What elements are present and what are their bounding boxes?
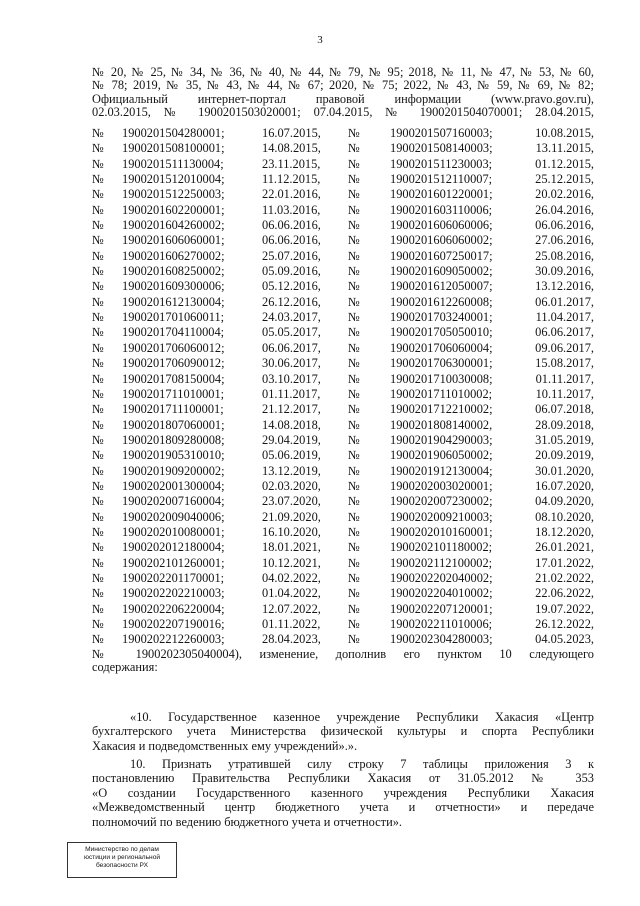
publication-date: 09.06.2017, <box>535 340 594 355</box>
publication-date: 05.05.2017, <box>262 325 321 340</box>
publication-date: 13.11.2015, <box>535 141 594 156</box>
registration-number: 1900201704110004; <box>122 325 225 340</box>
registration-number: 1900201511130004; <box>122 156 224 171</box>
registration-number: 1900202112100002; <box>390 555 493 570</box>
publication-date: 21.09.2020, <box>262 509 321 524</box>
publication-date: 19.07.2022, <box>535 601 594 616</box>
number-sign: № <box>348 141 360 156</box>
publication-date: 02.03.2020, <box>262 478 321 493</box>
number-sign: № <box>348 294 360 309</box>
publication-date: 25.12.2015, <box>535 172 594 187</box>
number-sign: № <box>92 432 104 447</box>
number-sign: № <box>348 463 360 478</box>
number-sign: № <box>348 555 360 570</box>
publication-date: 30.09.2016, <box>535 264 594 279</box>
publication-row <box>92 510 594 525</box>
publication-row <box>92 187 594 202</box>
registration-number: 1900201909200002; <box>122 463 225 478</box>
registration-number: 1900202201170001; <box>122 570 225 585</box>
registration-number: 1900201807060001; <box>122 417 225 432</box>
publication-row <box>92 233 594 248</box>
number-sign: № <box>92 141 104 156</box>
registration-number: 1900202003020001; <box>390 478 493 493</box>
registration-number: 1900201711010001; <box>122 386 225 401</box>
number-sign: № <box>348 448 360 463</box>
publication-date: 01.12.2015, <box>535 156 594 171</box>
publication-row <box>92 464 594 479</box>
number-sign: № <box>92 248 104 263</box>
registration-number: 1900201905310010; <box>122 448 225 463</box>
registration-number: 1900201606060001; <box>122 233 225 248</box>
number-sign: № <box>348 325 360 340</box>
publication-date: 13.12.2016, <box>535 279 594 294</box>
number-sign: № <box>348 402 360 417</box>
number-sign: № <box>348 632 360 647</box>
publication-date: 04.05.2023, <box>535 632 594 647</box>
number-sign: № <box>348 524 360 539</box>
publication-row <box>92 264 594 279</box>
registration-number: 1900201711100001; <box>122 402 224 417</box>
registration-number: 1900202304280003; <box>390 632 493 647</box>
registration-number: 1900202211010006; <box>390 617 493 631</box>
publication-date: 14.08.2015, <box>262 141 321 156</box>
publication-date: 27.06.2016, <box>535 233 594 248</box>
publication-date: 01.11.2017, <box>535 371 594 386</box>
publication-date: 15.08.2017, <box>535 356 594 371</box>
publication-date: 01.11.2017, <box>262 386 321 401</box>
number-sign: № <box>348 310 360 325</box>
publication-date: 01.04.2022, <box>262 586 321 601</box>
publication-row <box>92 448 594 463</box>
number-sign: № <box>92 356 104 371</box>
publication-row <box>92 525 594 540</box>
publication-date: 16.10.2020, <box>262 524 321 539</box>
publication-date: 14.08.2018, <box>262 417 321 432</box>
number-sign: № <box>348 509 360 524</box>
number-sign: № <box>92 555 104 570</box>
registration-number: 1900202207120001; <box>390 601 493 616</box>
publication-date: 26.04.2016, <box>535 202 594 217</box>
publication-row <box>92 617 594 632</box>
registration-number: 1900201607250017; <box>390 248 493 263</box>
number-sign: № <box>92 478 104 493</box>
publication-row <box>92 632 594 647</box>
number-sign: № <box>348 617 360 631</box>
registration-number: 1900201512250003; <box>122 187 225 202</box>
registration-number: 1900202007160004; <box>122 494 225 509</box>
publication-date: 12.07.2022, <box>262 601 321 616</box>
publication-row <box>92 387 594 402</box>
number-sign: № <box>348 156 360 171</box>
number-sign: № <box>348 279 360 294</box>
closing-paragraph <box>92 648 594 675</box>
publication-date: 20.02.2016, <box>535 187 594 202</box>
registration-number: 1900201606060002; <box>390 233 493 248</box>
registration-number: 1900201612260008; <box>390 294 493 309</box>
registration-number: 1900201508140003; <box>390 141 493 156</box>
publication-date: 20.09.2019, <box>535 448 594 463</box>
publication-row <box>92 540 594 555</box>
publication-date: 10.11.2017, <box>535 386 594 401</box>
item-10-paragraph <box>92 757 594 829</box>
page-number: 3 <box>317 34 323 46</box>
number-sign: № <box>92 279 104 294</box>
publication-row <box>92 126 594 141</box>
number-sign: № <box>92 202 104 217</box>
number-sign: № <box>92 310 104 325</box>
publication-date: 10.08.2015, <box>535 126 594 140</box>
publication-row <box>92 325 594 340</box>
publication-date: 23.07.2020, <box>262 494 321 509</box>
publication-row <box>92 479 594 494</box>
registration-number: 1900201504280001; <box>122 126 225 140</box>
registration-number: 1900202204010002; <box>390 586 493 601</box>
number-sign: № <box>92 570 104 585</box>
registration-number: 1900202010080001; <box>122 524 225 539</box>
publication-row <box>92 249 594 264</box>
publication-date: 16.07.2015, <box>262 126 321 140</box>
number-sign: № <box>92 218 104 233</box>
publication-row <box>92 602 594 617</box>
publication-row <box>92 494 594 509</box>
publication-date: 22.06.2022, <box>535 586 594 601</box>
number-sign: № <box>92 233 104 248</box>
number-sign: № <box>348 264 360 279</box>
intro-line: № 78; 2019, № 35, № 43, № 44, № 67; 2020, № 75; 2022, № 43, № 59, № 69, № 82; <box>92 78 594 93</box>
number-sign: № <box>92 340 104 355</box>
number-sign: № <box>348 218 360 233</box>
publication-date: 05.06.2019, <box>262 448 321 463</box>
publication-date: 04.09.2020, <box>535 494 594 509</box>
registration-number: 1900201701060011; <box>122 310 225 325</box>
number-sign: № <box>92 417 104 432</box>
registration-number: 1900201906050002; <box>390 448 493 463</box>
number-sign: № <box>92 172 104 187</box>
number-sign: № <box>92 448 104 463</box>
number-sign: № <box>92 386 104 401</box>
intro-line: № 20, № 25, № 34, № 36, № 40, № 44, № 79, № 95; 2018, № 11, № 47, № 53, № 60, <box>92 65 594 79</box>
publication-date: 30.01.2020, <box>535 463 594 478</box>
number-sign: № <box>348 233 360 248</box>
number-sign: № <box>348 417 360 432</box>
publication-date: 08.10.2020, <box>535 509 594 524</box>
number-sign: № <box>92 617 104 631</box>
number-sign: № <box>92 325 104 340</box>
registration-number: 1900201710030008; <box>390 371 493 386</box>
number-sign: № <box>92 371 104 386</box>
publication-date: 06.01.2017, <box>535 294 594 309</box>
number-sign: № <box>92 402 104 417</box>
registration-number: 1900202007230002; <box>390 494 493 509</box>
registration-number: 1900202212260003; <box>122 632 225 647</box>
registration-number: 1900202101260001; <box>122 555 225 570</box>
publication-row <box>92 310 594 325</box>
number-sign: № <box>92 294 104 309</box>
publication-date: 01.11.2022, <box>262 617 321 631</box>
number-sign: № <box>348 172 360 187</box>
publication-date: 18.12.2020, <box>535 524 594 539</box>
quote-line: бухгалтерского учета Министерства физической культуры и спорта Республики <box>92 724 594 739</box>
publication-row <box>92 586 594 601</box>
publication-date: 30.06.2017, <box>262 356 321 371</box>
registration-number: 1900201706300001; <box>390 356 493 371</box>
publication-date: 05.09.2016, <box>262 264 321 279</box>
registration-number: 1900201706060004; <box>390 340 493 355</box>
number-sign: № <box>348 356 360 371</box>
publication-row <box>92 372 594 387</box>
number-sign: № <box>348 586 360 601</box>
publication-date: 17.01.2022, <box>535 555 594 570</box>
number-sign: № <box>92 494 104 509</box>
number-sign: № <box>348 340 360 355</box>
number-sign: № <box>92 524 104 539</box>
publication-date: 03.10.2017, <box>262 371 321 386</box>
publication-row <box>92 418 594 433</box>
registration-number: 1900201912130004; <box>390 463 493 478</box>
registration-number: 1900201711010002; <box>390 386 493 401</box>
stamp-line: безопасности РХ <box>95 862 148 869</box>
number-sign: № <box>348 386 360 401</box>
number-sign: № <box>348 570 360 585</box>
number-sign: № <box>348 432 360 447</box>
publication-list <box>92 126 594 648</box>
publication-row <box>92 571 594 586</box>
registration-number: 1900201606060006; <box>390 218 493 233</box>
intro-paragraph <box>92 66 594 120</box>
publication-date: 26.01.2021, <box>535 540 594 555</box>
registration-number: 1900201512010004; <box>122 172 225 187</box>
registration-number: 1900201603110006; <box>390 202 493 217</box>
publication-date: 11.04.2017, <box>535 310 594 325</box>
registration-number: 1900201609300006; <box>122 279 225 294</box>
registration-stamp <box>67 842 177 878</box>
number-sign: № <box>348 371 360 386</box>
number-sign: № <box>92 187 104 202</box>
registration-number: 1900201708150004; <box>122 371 225 386</box>
item-10-line: постановлению Правительства Республики Хакасия от 31.05.2012 № 353 <box>92 771 594 786</box>
publication-row <box>92 157 594 172</box>
number-sign: № <box>348 478 360 493</box>
number-sign: № <box>92 264 104 279</box>
registration-number: 1900201602200001; <box>122 202 225 217</box>
publication-row <box>92 218 594 233</box>
intro-line: 02.03.2015, № 1900201503020001; 07.04.2015, № 1900201504070001; 28.04.2015, <box>92 105 594 120</box>
publication-date: 11.03.2016, <box>262 202 321 217</box>
number-sign: № <box>92 126 104 140</box>
registration-number: 1900201612050007; <box>390 279 493 294</box>
registration-number: 1900201712210002; <box>390 402 493 417</box>
publication-row <box>92 141 594 156</box>
item-10-line: 10. Признать утратившей силу строку 7 таблицы приложения 3 к <box>130 757 594 771</box>
registration-number: 1900201808140002, <box>390 417 493 432</box>
registration-number: 1900202009210003; <box>390 509 493 524</box>
registration-number: 1900201706060012; <box>122 340 225 355</box>
quoted-paragraph <box>92 710 594 753</box>
publication-row <box>92 356 594 371</box>
registration-number: 1900201604260002; <box>122 218 225 233</box>
publication-date: 06.06.2017, <box>535 325 594 340</box>
publication-row <box>92 203 594 218</box>
registration-number: 1900202207190016; <box>122 617 225 631</box>
closing-line: содержания: <box>92 660 158 675</box>
publication-date: 06.06.2016, <box>262 233 321 248</box>
publication-date: 13.12.2019, <box>262 463 321 478</box>
publication-date: 18.01.2021, <box>262 540 321 555</box>
registration-number: 1900201705050010; <box>390 325 493 340</box>
publication-date: 11.12.2015, <box>262 172 321 187</box>
publication-date: 24.03.2017, <box>262 310 321 325</box>
publication-date: 23.11.2015, <box>262 156 321 171</box>
publication-date: 16.07.2020, <box>535 478 594 493</box>
publication-row <box>92 402 594 417</box>
quote-line: Хакасия и подведомственных ему учреждений».». <box>92 738 358 753</box>
publication-date: 25.07.2016, <box>262 248 321 263</box>
number-sign: № <box>92 601 104 616</box>
item-10-line: «Межведомственный центр бюджетного учета и отчетности» и передаче <box>92 800 594 815</box>
publication-row <box>92 279 594 294</box>
number-sign: № <box>348 126 360 140</box>
item-10-line: «О создании Государственного казенного учреждения Республики Хакасия <box>92 785 594 800</box>
registration-number: 1900202206220004; <box>122 601 225 616</box>
publication-date: 29.04.2019, <box>262 432 321 447</box>
publication-date: 06.06.2016, <box>262 218 321 233</box>
publication-row <box>92 433 594 448</box>
number-sign: № <box>92 586 104 601</box>
publication-date: 10.12.2021, <box>262 555 321 570</box>
publication-date: 25.08.2016, <box>535 248 594 263</box>
registration-number: 1900201606270002; <box>122 248 225 263</box>
registration-number: 1900202009040006; <box>122 509 225 524</box>
number-sign: № <box>92 632 104 647</box>
registration-number: 1900201612130004; <box>122 294 225 309</box>
number-sign: № <box>92 156 104 171</box>
publication-date: 26.12.2022, <box>535 617 594 631</box>
registration-number: 1900201706090012; <box>122 356 225 371</box>
publication-row <box>92 172 594 187</box>
number-sign: № <box>348 494 360 509</box>
registration-number: 1900202010160001; <box>390 524 493 539</box>
registration-number: 1900201703240001; <box>390 310 493 325</box>
registration-number: 1900202001300004; <box>122 478 225 493</box>
publication-date: 31.05.2019, <box>535 432 594 447</box>
number-sign: № <box>348 540 360 555</box>
publication-date: 06.07.2018, <box>535 402 594 417</box>
publication-date: 26.12.2016, <box>262 294 321 309</box>
registration-number: 1900201601220001; <box>390 187 493 202</box>
registration-number: 1900202101180002; <box>390 540 493 555</box>
registration-number: 1900201904290003; <box>390 432 493 447</box>
publication-date: 04.02.2022, <box>262 570 321 585</box>
number-sign: № <box>92 463 104 478</box>
registration-number: 1900202202040002; <box>390 570 493 585</box>
publication-row <box>92 341 594 356</box>
publication-date: 21.12.2017, <box>262 402 321 417</box>
publication-date: 21.02.2022, <box>535 570 594 585</box>
publication-date: 28.09.2018, <box>535 417 594 432</box>
number-sign: № <box>348 202 360 217</box>
number-sign: № <box>348 187 360 202</box>
publication-date: 06.06.2017, <box>262 340 321 355</box>
stamp-line: Министерство по делам <box>85 846 159 853</box>
publication-date: 05.12.2016, <box>262 279 321 294</box>
number-sign: № <box>348 601 360 616</box>
registration-number: 1900201608250002; <box>122 264 225 279</box>
publication-date: 06.06.2016, <box>535 218 594 233</box>
publication-date: 22.01.2016, <box>262 187 321 202</box>
stamp-line: юстиции и региональной <box>83 854 161 861</box>
number-sign: № <box>348 248 360 263</box>
number-sign: № <box>92 509 104 524</box>
registration-number: 1900202202210003; <box>122 586 225 601</box>
registration-number: 1900201507160003; <box>390 126 493 140</box>
publication-row <box>92 295 594 310</box>
registration-number: 1900202012180004; <box>122 540 225 555</box>
publication-row <box>92 556 594 571</box>
registration-number: 1900201511230003; <box>390 156 493 171</box>
publication-date: 28.04.2023, <box>262 632 321 647</box>
number-sign: № <box>92 540 104 555</box>
registration-number: 1900201508100001; <box>122 141 225 156</box>
intro-line: Официальный интернет-портал правовой информации (www.pravo.gov.ru), <box>92 91 594 106</box>
registration-number: 1900201512110007; <box>390 172 493 187</box>
registration-number: 1900201609050002; <box>390 264 493 279</box>
quote-line: «10. Государственное казенное учреждение Республики Хакасия «Центр <box>130 710 594 724</box>
registration-number: 1900201809280008; <box>122 432 225 447</box>
item-10-line: полномочий по ведению бюджетного учета и отчетности». <box>92 814 403 829</box>
closing-line: № 1900202305040004), изменение, дополнив его пунктом 10 следующего <box>92 647 594 661</box>
